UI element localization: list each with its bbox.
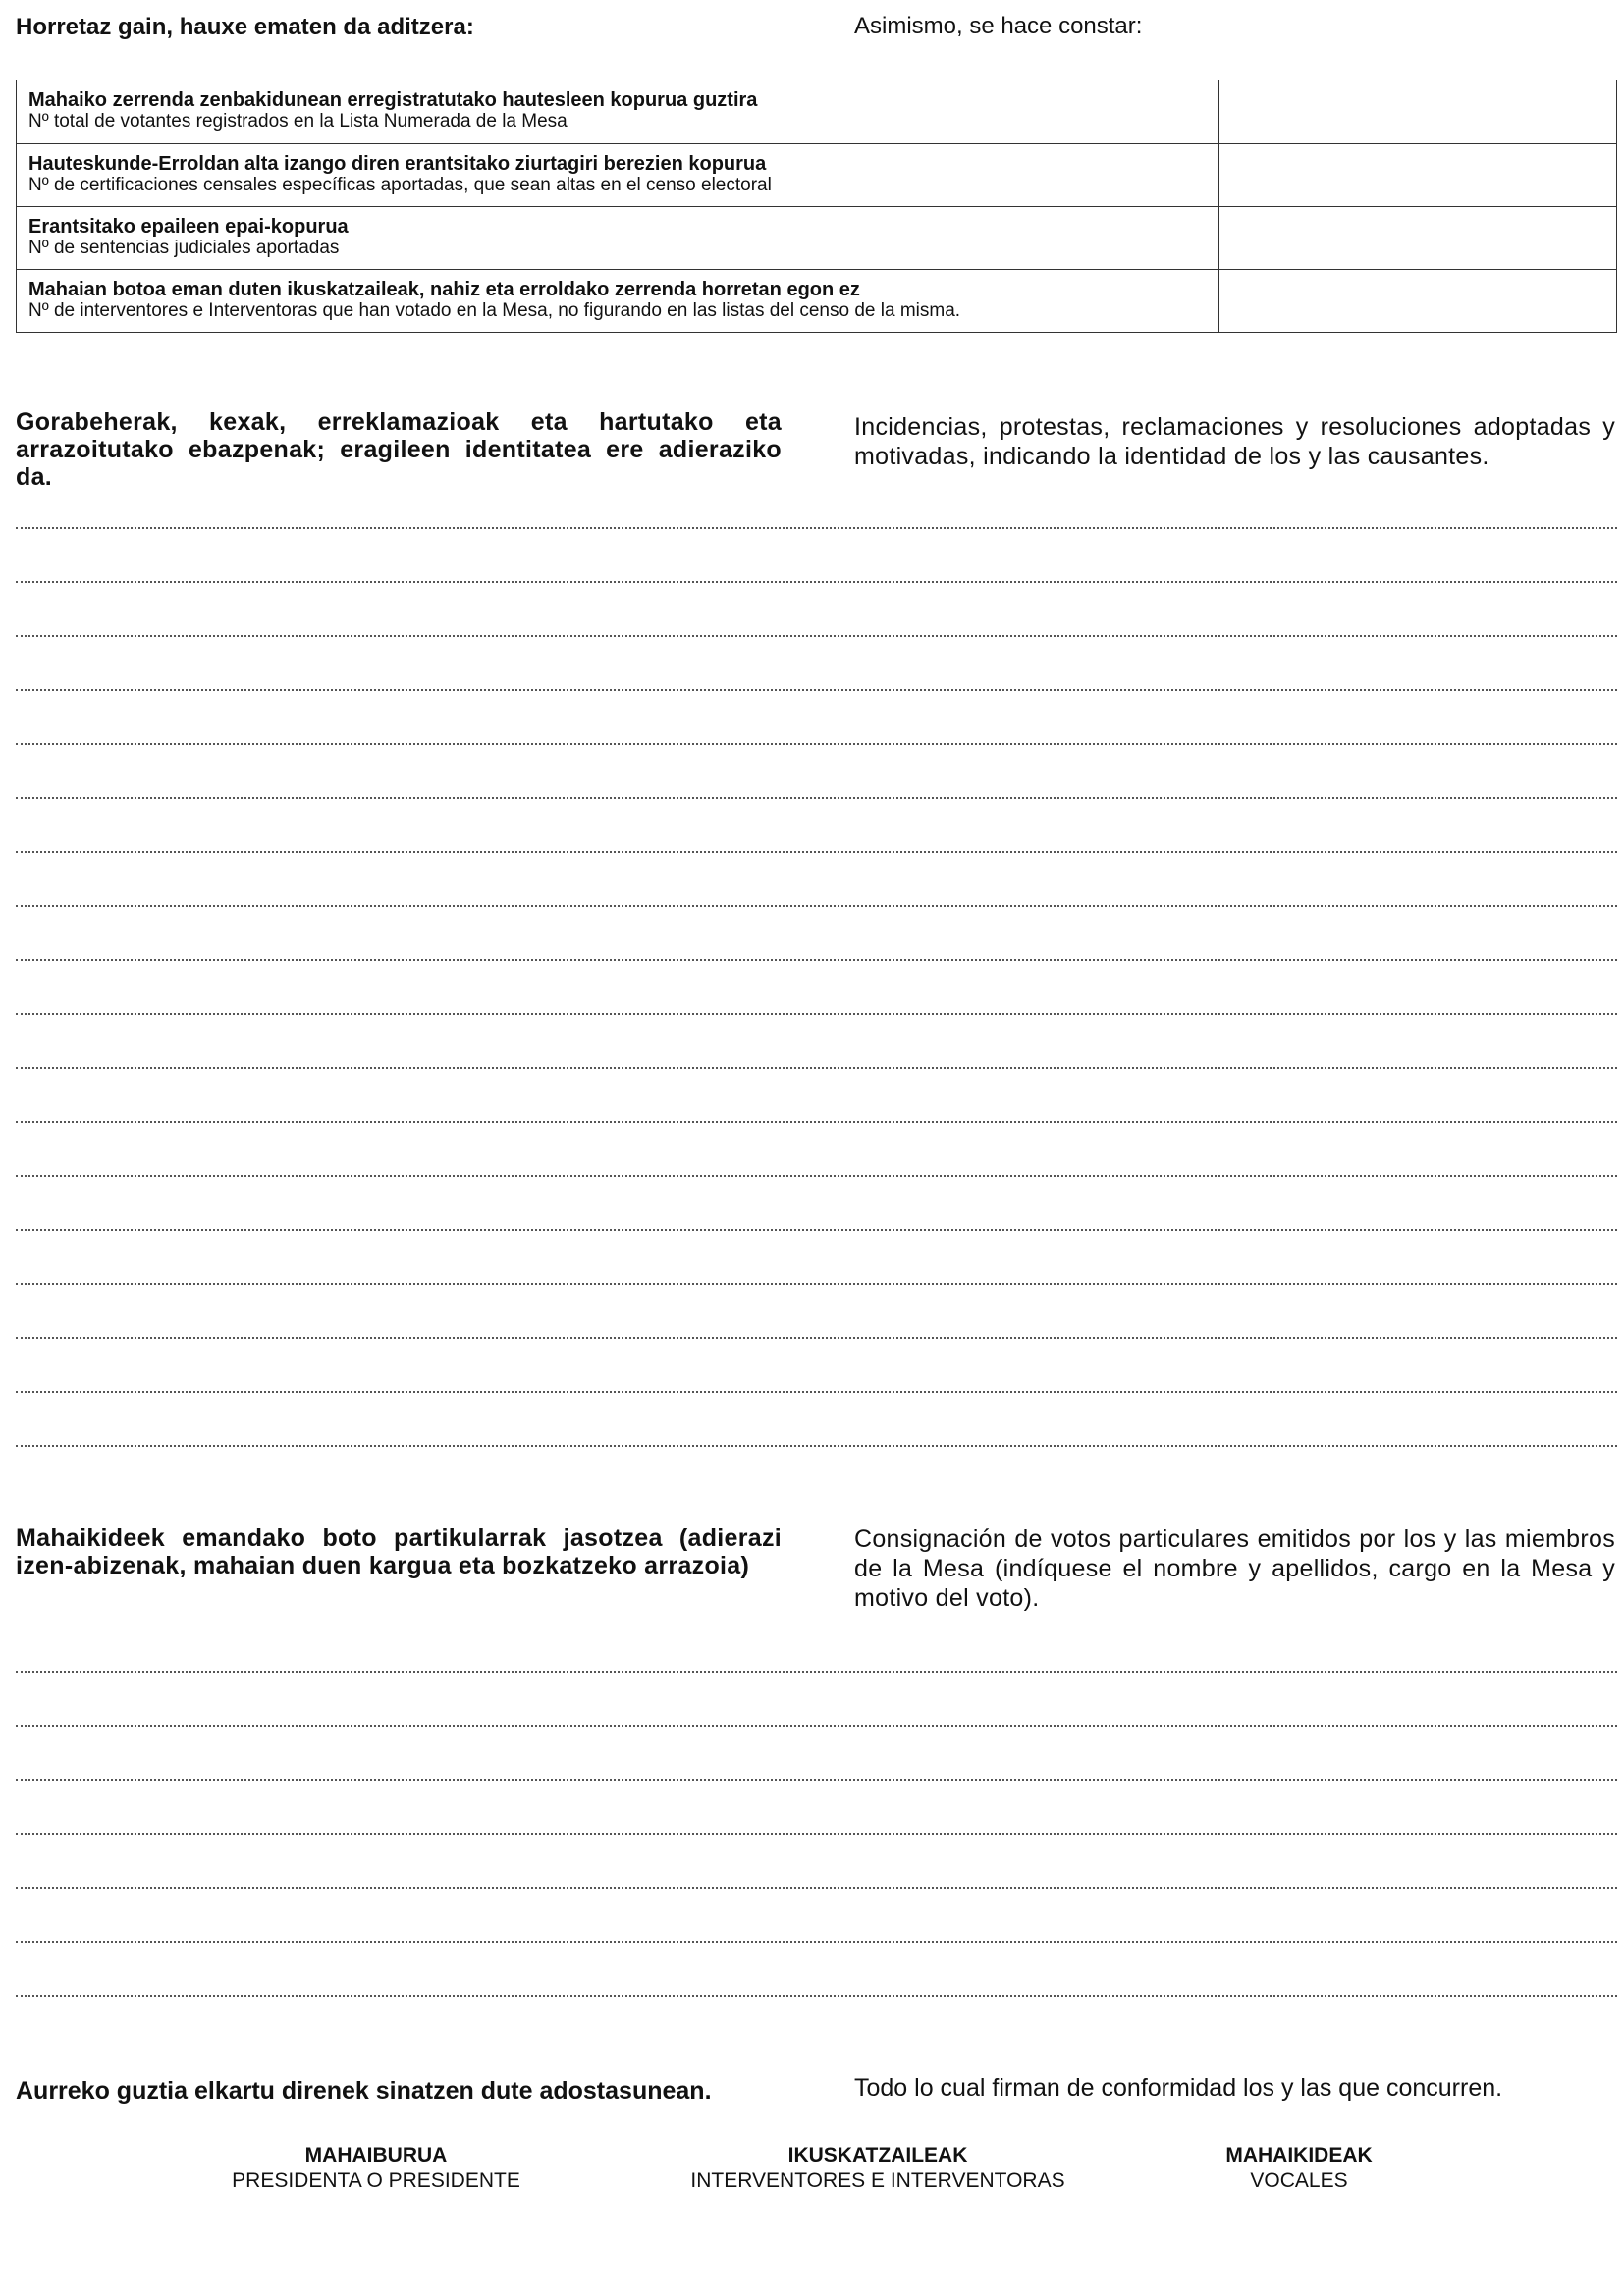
row-label (17, 144, 1219, 206)
votes-heading-es: Consignación de votos particulares emitidos por los y las miembros de la Mesa (indíquese el nombre y apellidos, cargo en la Mesa y motivo del voto). (854, 1525, 1615, 1612)
row-label (17, 80, 1219, 143)
incidents-line[interactable] (16, 959, 1617, 961)
row-value-field[interactable] (1219, 80, 1616, 143)
votes-line[interactable] (16, 1725, 1617, 1727)
votes-line[interactable] (16, 1833, 1617, 1835)
incidents-line[interactable] (16, 1013, 1617, 1015)
incidents-line[interactable] (16, 851, 1617, 853)
votes-heading-eu: Mahaikideek emandako boto partikularrak jasotzea (adierazi izen-abizenak, mahaian duen kargua eta bozkatzeko arrazoia) (16, 1524, 782, 1579)
row-label-eu: Mahaian botoa eman duten ikuskatzaileak, nahiz eta erroldako zerrenda horretan egon ez (28, 279, 860, 300)
counts-table (16, 80, 1617, 333)
incidents-line[interactable] (16, 1067, 1617, 1069)
closing-statement-es: Todo lo cual firman de conformidad los y las que concurren. (854, 2074, 1503, 2102)
signature-role-es: VOCALES (1250, 2169, 1348, 2192)
signature-role-eu: MAHAIKIDEAK (1225, 2144, 1373, 2166)
incidents-line[interactable] (16, 797, 1617, 799)
table-row (17, 143, 1616, 206)
section-title-eu: Horretaz gain, hauxe ematen da aditzera: (16, 14, 474, 40)
incidents-line[interactable] (16, 1229, 1617, 1231)
votes-line[interactable] (16, 1887, 1617, 1889)
votes-line[interactable] (16, 1779, 1617, 1781)
signature-role-es: PRESIDENTA O PRESIDENTE (232, 2169, 520, 2192)
table-row (17, 206, 1616, 269)
incidents-line[interactable] (16, 1445, 1617, 1447)
votes-line[interactable] (16, 1671, 1617, 1673)
table-row (17, 80, 1616, 143)
incidents-line[interactable] (16, 1175, 1617, 1177)
incidents-line[interactable] (16, 743, 1617, 745)
row-label (17, 207, 1219, 269)
row-label-es: Nº de sentencias judiciales aportadas (28, 238, 340, 258)
table-row (17, 269, 1616, 332)
row-label-es: Nº total de votantes registrados en la Lista Numerada de la Mesa (28, 111, 568, 132)
row-label-es: Nº de interventores e Interventoras que han votado en la Mesa, no figurando en las listas del censo de la misma. (28, 300, 961, 321)
incidents-line[interactable] (16, 689, 1617, 691)
votes-line[interactable] (16, 1995, 1617, 1997)
signature-role-es: INTERVENTORES E INTERVENTORAS (690, 2169, 1065, 2192)
incidents-heading-eu: Gorabeherak, kexak, erreklamazioak eta hartutako eta arrazoitutako ebazpenak; eragileen identitatea ere adieraziko da. (16, 408, 782, 491)
incidents-line[interactable] (16, 581, 1617, 583)
row-label-es: Nº de certificaciones censales específicas aportadas, que sean altas en el censo electoral (28, 175, 772, 195)
incidents-line[interactable] (16, 1121, 1617, 1123)
section-title-es: Asimismo, se hace constar: (854, 13, 1143, 39)
incidents-line[interactable] (16, 1337, 1617, 1339)
signature-role-eu: MAHAIBURUA (304, 2144, 448, 2166)
incidents-line[interactable] (16, 635, 1617, 637)
incidents-heading-es: Incidencias, protestas, reclamaciones y resoluciones adoptadas y motivadas, indicando la identidad de los y las causantes. (854, 413, 1615, 470)
signature-president (131, 2143, 622, 2194)
signature-vocals (1054, 2143, 1544, 2194)
closing-statement-eu: Aurreko guztia elkartu direnek sinatzen dute adostasunean. (16, 2077, 712, 2105)
row-value-field[interactable] (1219, 207, 1616, 269)
row-label (17, 270, 1219, 332)
incidents-line[interactable] (16, 905, 1617, 907)
signature-interventors (632, 2143, 1123, 2194)
row-label-eu: Erantsitako epaileen epai-kopurua (28, 216, 349, 238)
row-value-field[interactable] (1219, 144, 1616, 206)
votes-line[interactable] (16, 1941, 1617, 1943)
incidents-line[interactable] (16, 1283, 1617, 1285)
row-label-eu: Hauteskunde-Erroldan alta izango diren erantsitako ziurtagiri berezien kopurua (28, 153, 767, 175)
row-label-eu: Mahaiko zerrenda zenbakidunean erregistratutako hautesleen kopurua guztira (28, 89, 758, 111)
incidents-line[interactable] (16, 1391, 1617, 1393)
row-value-field[interactable] (1219, 270, 1616, 332)
incidents-line[interactable] (16, 527, 1617, 529)
signature-role-eu: IKUSKATZAILEAK (787, 2144, 968, 2166)
